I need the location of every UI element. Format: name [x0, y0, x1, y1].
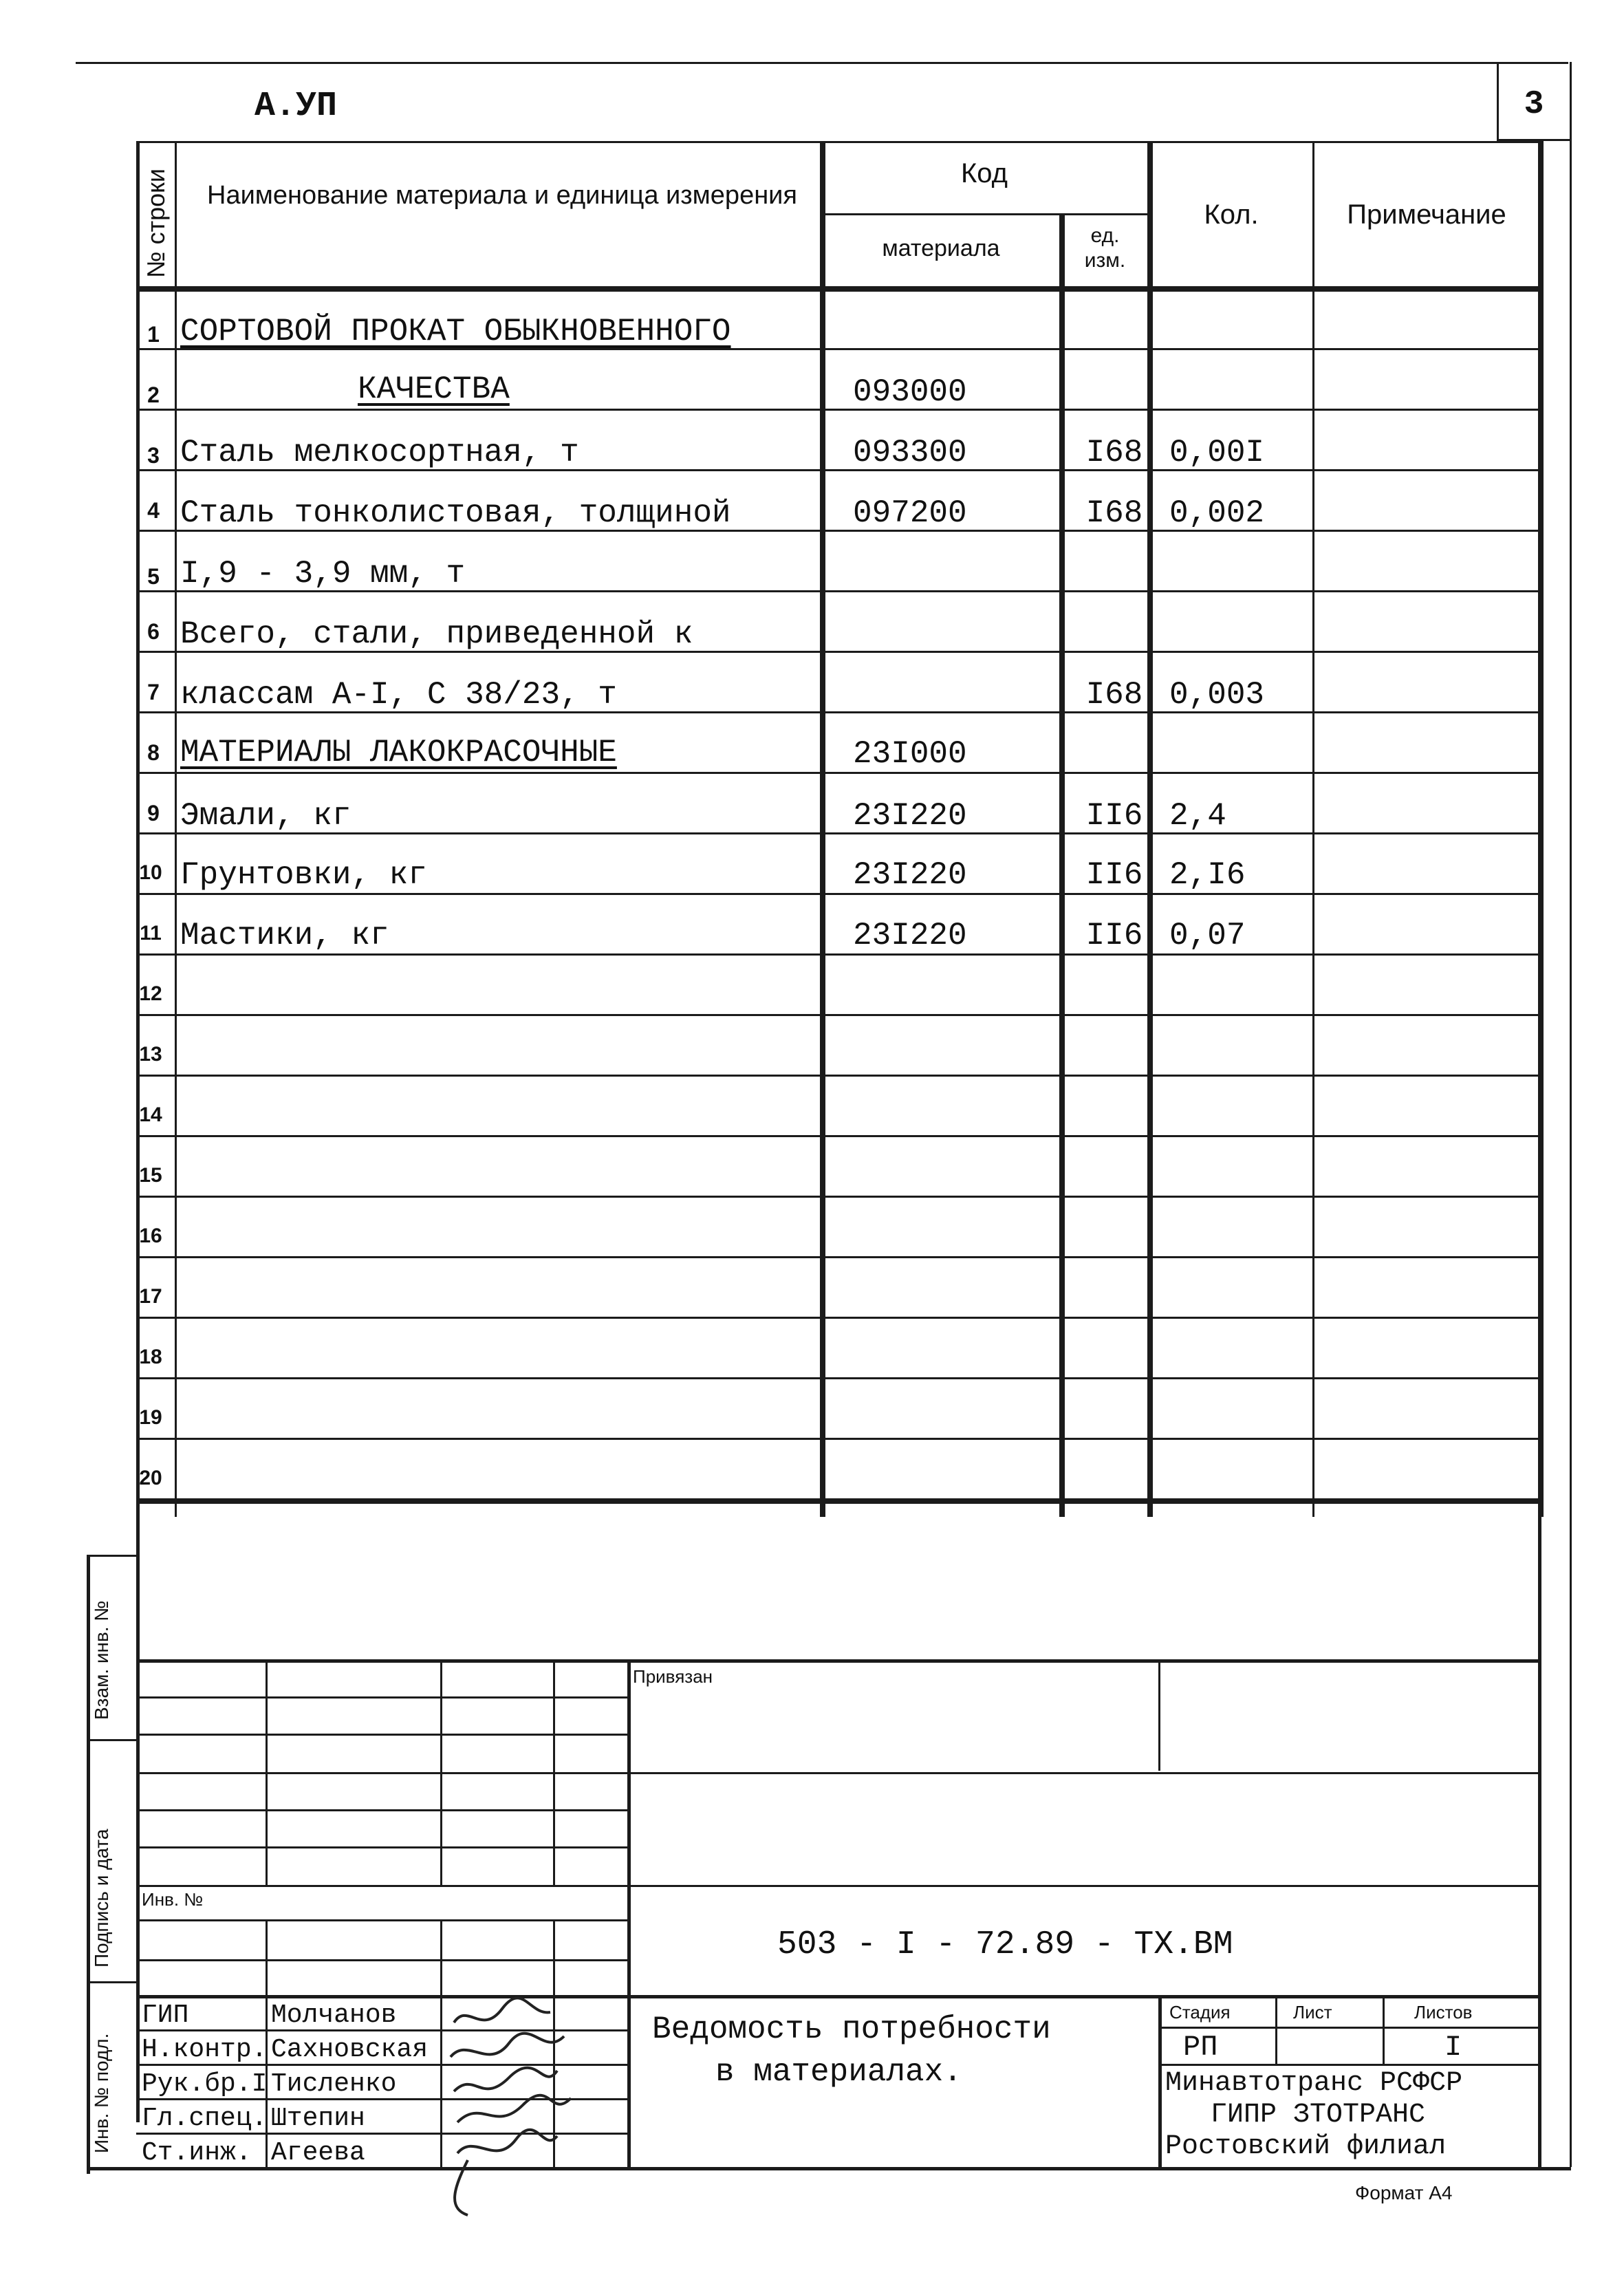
row-number: 14: [139, 1103, 162, 1126]
row-line: [136, 409, 1544, 411]
doc-title-line2: в материалах.: [715, 2054, 962, 2090]
row-unit: I68: [1085, 435, 1143, 471]
stage-col-div1: [1275, 1995, 1277, 2064]
doc-title-line1: Ведомость потребности: [652, 2012, 1051, 2047]
stage-value: РП: [1183, 2031, 1218, 2064]
row-name: Эмали, кг: [180, 798, 351, 834]
row-line: [136, 1135, 1544, 1137]
row-code: 23I000: [853, 736, 967, 772]
person-name: Штепин: [271, 2104, 365, 2133]
header-bottom: [136, 286, 1544, 292]
row-number: 11: [140, 922, 162, 945]
stage-block-left: [1158, 1995, 1162, 2168]
table-bottom: [136, 1498, 1544, 1504]
role: ГИП: [142, 2001, 189, 2030]
row-name: Сталь мелкосортная, т: [180, 435, 579, 471]
role: Гл.спец.: [142, 2104, 268, 2133]
vzam-label: Взам. инв. №: [91, 1600, 112, 1720]
stamp-line: [136, 1995, 1539, 1998]
row-number: 20: [139, 1467, 162, 1489]
row-name: КАЧЕСТВА: [358, 371, 510, 407]
stage-values-line: [1158, 2064, 1539, 2066]
row-code: 093000: [853, 374, 967, 410]
row-name: I,9 - 3,9 мм, т: [180, 556, 466, 592]
col-divider-name: [820, 141, 825, 1517]
stamp-line: [136, 1809, 627, 1811]
row-number: 16: [139, 1225, 162, 1247]
stamp-right: [1538, 1498, 1541, 2169]
role: Рук.бр.I: [142, 2069, 268, 2099]
row-line: [136, 1196, 1544, 1198]
person-name: Сахновская: [271, 2035, 429, 2064]
sheets-label: Листов: [1414, 2002, 1473, 2023]
side-strip-div1: [87, 1739, 138, 1741]
privyazan-label: Привязан: [633, 1666, 713, 1687]
unit-header-line2: изм.: [1084, 249, 1126, 272]
side-strip-div2: [87, 1981, 138, 1983]
row-line: [136, 1256, 1544, 1258]
page-number: 3: [1524, 86, 1544, 123]
sheet-code: А.УП: [255, 87, 338, 126]
row-qty: 0,07: [1169, 918, 1246, 953]
row-name: Всего, стали, приведенной к: [180, 616, 693, 652]
row-number: 12: [139, 982, 162, 1005]
org-line2: ГИПР ЗТОТРАНС: [1211, 2100, 1426, 2131]
side-strip-top: [87, 1555, 138, 1557]
row-qty: 2,4: [1169, 798, 1226, 834]
row-code: 093300: [853, 435, 967, 471]
row-unit: II6: [1085, 918, 1143, 953]
code-subheader-line: [820, 213, 1147, 215]
row-qty: 0,002: [1169, 495, 1265, 531]
podpis-label: Подпись и дата: [91, 1829, 112, 1967]
row-qty: 0,003: [1169, 677, 1265, 713]
role: Н.контр.: [142, 2035, 268, 2064]
row-line: [136, 1317, 1544, 1319]
unit-header-line1: ед.: [1090, 224, 1120, 247]
col-divider-rowno: [175, 141, 177, 1517]
person-name: Агеева: [271, 2138, 365, 2168]
row-number: 8: [147, 740, 160, 765]
org-line1: Минавтотранс РСФСР: [1165, 2068, 1463, 2099]
side-strip-left: [87, 1555, 90, 2174]
row-name: Грунтовки, кг: [180, 857, 427, 893]
name-header: Наименование материала и единица измерения: [207, 181, 797, 210]
stage-header-line: [1158, 2027, 1539, 2029]
stamp-line: [136, 1772, 1539, 1774]
qty-header: Кол.: [1204, 200, 1259, 230]
table-left-border: [136, 141, 140, 1517]
row-code: 23I220: [853, 798, 967, 834]
stamp-line: [136, 1959, 627, 1961]
row-number: 13: [139, 1043, 162, 1066]
table-right-border: [1538, 141, 1544, 1517]
row-unit: II6: [1085, 798, 1143, 834]
role: Ст.инж.: [142, 2138, 252, 2168]
stamp-divider-main: [627, 1659, 631, 2168]
stamp-top: [136, 1659, 1539, 1663]
row-number: 10: [139, 861, 162, 884]
row-name: Мастики, кг: [180, 918, 389, 953]
row-name: МАТЕРИАЛЫ ЛАКОКРАСОЧНЫЕ: [180, 735, 617, 770]
row-line: [136, 1438, 1544, 1440]
row-number: 18: [139, 1346, 162, 1368]
row-number: 15: [139, 1164, 162, 1187]
row-line: [136, 1377, 1544, 1379]
row-qty: 2,I6: [1169, 857, 1246, 893]
row-line: [136, 893, 1544, 895]
stamp-line: [136, 1734, 627, 1736]
row-number: 4: [147, 498, 160, 523]
top-border: [76, 62, 1568, 64]
format-label: Формат А4: [1355, 2182, 1453, 2203]
stamp-line: [136, 1919, 627, 1921]
sheets-value: I: [1444, 2031, 1462, 2064]
person-name: Молчанов: [271, 2001, 397, 2030]
document-code: 503 - I - 72.89 - ТХ.ВМ: [777, 1926, 1233, 1963]
row-code: 23I220: [853, 857, 967, 893]
row-line: [136, 953, 1544, 956]
stamp-line: [136, 1846, 627, 1848]
stamp-privyazan-div: [1158, 1659, 1160, 1771]
stage-col-div2: [1383, 1995, 1385, 2064]
row-number: 6: [147, 619, 160, 644]
note-header: Примечание: [1347, 200, 1506, 230]
inv-no-label: Инв. №: [142, 1889, 204, 1910]
row-number: 17: [139, 1285, 162, 1308]
code-header: Код: [960, 158, 1008, 188]
row-name: Сталь тонколистовая, толщиной: [180, 495, 731, 531]
row-number: 9: [147, 801, 160, 826]
row-number: 5: [147, 564, 160, 589]
rowno-header: № строки: [142, 168, 170, 278]
row-code: 23I220: [853, 918, 967, 953]
stamp-line: [136, 1885, 1539, 1887]
material-header: материала: [882, 235, 1000, 261]
row-qty: 0,00I: [1169, 435, 1265, 471]
header-top: [136, 141, 1544, 143]
row-unit: II6: [1085, 857, 1143, 893]
row-number: 19: [139, 1406, 162, 1429]
row-number: 1: [147, 322, 160, 347]
stamp-line: [136, 1696, 627, 1699]
row-code: 097200: [853, 495, 967, 531]
row-name: СОРТОВОЙ ПРОКАТ ОБЫКНОВЕННОГО: [180, 314, 731, 349]
row-unit: I68: [1085, 677, 1143, 713]
right-border: [1570, 62, 1572, 2167]
row-line: [136, 1075, 1544, 1077]
col-divider-qty: [1312, 141, 1314, 1517]
signatures-icon: [440, 1995, 578, 2243]
row-number: 2: [147, 382, 160, 407]
page-number-divider: [1497, 62, 1499, 139]
stage-label: Стадия: [1169, 2002, 1231, 2023]
person-name: Тисленко: [271, 2069, 397, 2099]
inv-podl-label: Инв. № подл.: [91, 2033, 112, 2153]
row-number: 7: [147, 680, 160, 704]
row-line: [136, 1014, 1544, 1016]
row-name: классам А-I, С 38/23, т: [180, 677, 617, 713]
row-number: 3: [147, 443, 160, 468]
row-unit: I68: [1085, 495, 1143, 531]
sheet-label: Лист: [1293, 2002, 1332, 2023]
frame-left-line: [136, 1517, 140, 2122]
row-line: [136, 772, 1544, 774]
org-line3: Ростовский филиал: [1165, 2131, 1447, 2162]
